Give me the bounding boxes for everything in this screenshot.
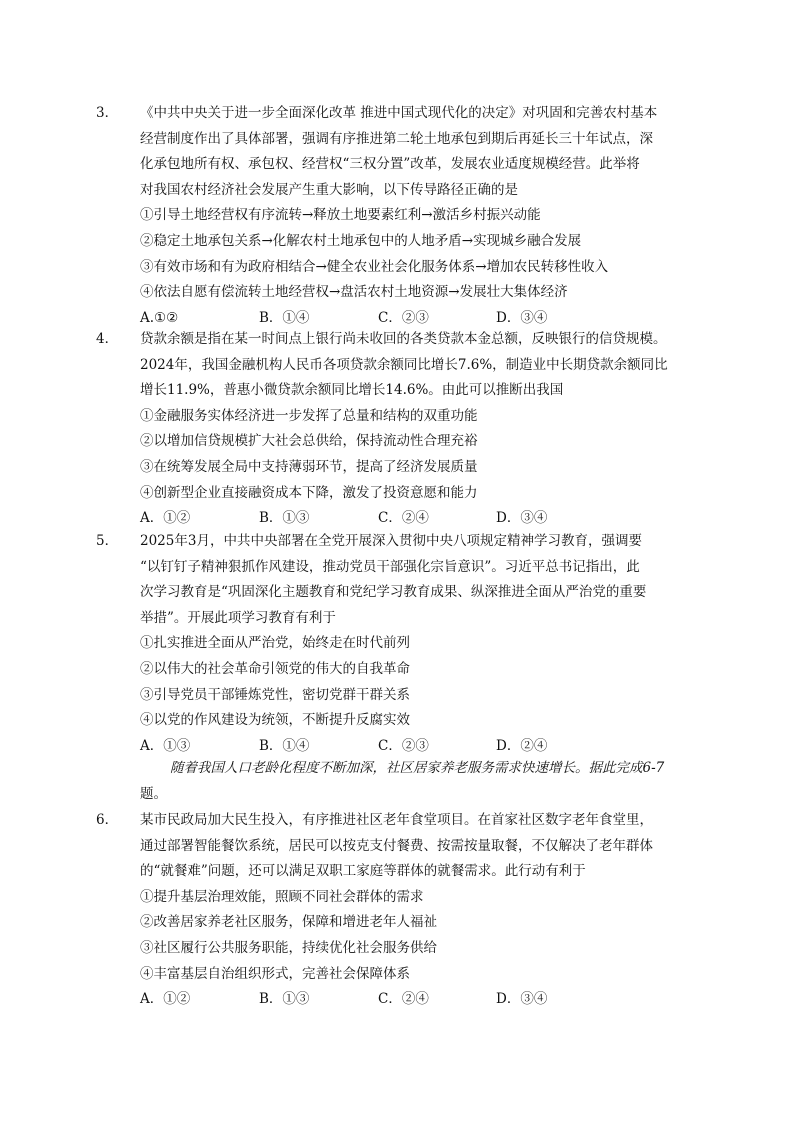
option-1: ①扎实推进全面从严治党，始终走在时代前列 [140, 635, 410, 652]
option-2: ②改善居家养老社区服务，保障和增进老年人福祉 [140, 914, 437, 931]
option-4: ④丰富基层自治组织形式，完善社会保障体系 [140, 965, 410, 982]
option-4: ④以党的作风建设为统领，不断提升反腐实效 [140, 712, 410, 729]
answer-choices [118, 987, 718, 1013]
stem-line: 《中共中央关于进一步全面深化改革 推进中国式现代化的决定》对巩固和完善农村基本 [140, 105, 658, 121]
option-3: ③有效市场和有为政府相结合→健全农业社会化服务体系→增加农民转移性收入 [140, 258, 609, 275]
option-3: ③引导党员干部锤炼党性，密切党群干群关系 [140, 686, 410, 703]
question-stem [96, 327, 718, 353]
choice-a: A．①③ [140, 737, 191, 754]
choice-c: C．②③ [378, 309, 429, 326]
option-1: ①金融服务实体经济进一步发挥了总量和结构的双重功能 [140, 407, 478, 424]
option-1: ①引导土地经营权有序流转→释放土地要素红利→激活乡村振兴动能 [140, 207, 541, 224]
option-2: ②以伟大的社会革命引领党的伟大的自我革命 [140, 660, 410, 677]
choice-b: B．①④ [259, 737, 310, 754]
stem-line: 某市民政局加大民生投入，有序推进社区老年食堂项目。在首家社区数字老年食堂里， [140, 812, 653, 828]
question-number: 5． [96, 533, 119, 549]
option-4: ④创新型企业直接融资成本下降，激发了投资意愿和能力 [140, 484, 478, 501]
option-4: ④依法自愿有偿流转土地经营权→盘活农村土地资源→发展壮大集体经济 [140, 284, 568, 301]
option-3: ③在统筹发展全局中支持薄弱环节，提高了经济发展质量 [140, 458, 478, 475]
option-2: ②稳定土地承包关系→化解农村土地承包中的人地矛盾→实现城乡融合发展 [140, 232, 582, 249]
question-6 [96, 808, 718, 1013]
choice-d: D．②④ [496, 737, 548, 754]
choice-c: C．②④ [378, 991, 429, 1008]
stem-line: 增长11.9%，普惠小微贷款余额同比增长14.6%。由此可以推断出我国 [140, 382, 564, 399]
choice-c: C．②④ [378, 510, 429, 527]
passage-line: 题。 [140, 785, 167, 802]
stem-line: 对我国农村经济社会发展产生重大影响，以下传导路径正确的是 [140, 181, 518, 198]
stem-line: 次学习教育是“巩固深化主题教育和党纪学习教育成果、纵深推进全面从严治党的重要 [140, 584, 647, 601]
stem-line: 举措”。开展此项学习教育有利于 [140, 609, 336, 626]
stem-line: 2025年3月，中共中央部署在全党开展深入贯彻中央八项规定精神学习教育，强调要 [140, 533, 642, 549]
question-number: 3． [96, 105, 119, 121]
choice-d: D．③④ [496, 991, 548, 1008]
passage-line: 随着我国人口老龄化程度不断加深，社区居家养老服务需求快速增长。据此完成6-7 [170, 760, 665, 776]
choice-b: B．①③ [259, 510, 310, 527]
question-stem [96, 529, 718, 555]
choice-a: A.①② [140, 309, 179, 326]
choice-c: C．②③ [378, 737, 429, 754]
stem-line: 化承包地所有权、承包权、经营权“三权分置”改革，发展农业适度规模经营。此举将 [140, 156, 640, 173]
choice-b: B．①③ [259, 991, 310, 1008]
choice-d: D．③④ [496, 510, 548, 527]
option-1: ①提升基层治理效能，照顾不同社会群体的需求 [140, 888, 424, 905]
question-4 [96, 327, 718, 532]
question-3 [96, 101, 718, 331]
question-stem [96, 808, 718, 834]
choice-a: A．①② [140, 991, 191, 1008]
answer-choices [118, 506, 718, 532]
stem-line: 2024年，我国金融机构人民币各项贷款余额同比增长7.6%，制造业中长期贷款余额同比 [140, 356, 668, 373]
stem-line: “以钉钉子精神狠抓作风建设，推动党员干部强化宗旨意识”。习近平总书记指出，此 [140, 558, 640, 575]
option-2: ②以增加信贷规模扩大社会总供给，保持流动性合理充裕 [140, 433, 478, 450]
stem-line: 通过部署智能餐饮系统，居民可以按克支付餐费、按需按量取餐，不仅解决了老年群体 [140, 837, 653, 854]
shared-passage [140, 756, 720, 807]
choice-b: B．①④ [259, 309, 310, 326]
question-stem [96, 101, 718, 127]
choice-a: A．①② [140, 510, 191, 527]
stem-line: 经营制度作出了具体部署，强调有序推进第二轮土地承包到期后再延长三十年试点，深 [140, 130, 653, 147]
stem-line: 贷款余额是指在某一时间点上银行尚未收回的各类贷款本金总额，反映银行的信贷规模。 [140, 331, 667, 347]
option-3: ③社区履行公共服务职能，持续优化社会服务供给 [140, 939, 437, 956]
choice-d: D．③④ [496, 309, 548, 326]
question-5 [96, 529, 718, 759]
question-number: 6． [96, 812, 119, 828]
question-number: 4． [96, 331, 119, 347]
stem-line: 的“就餐难”问题，还可以满足双职工家庭等群体的就餐需求。此行动有利于 [140, 863, 586, 880]
